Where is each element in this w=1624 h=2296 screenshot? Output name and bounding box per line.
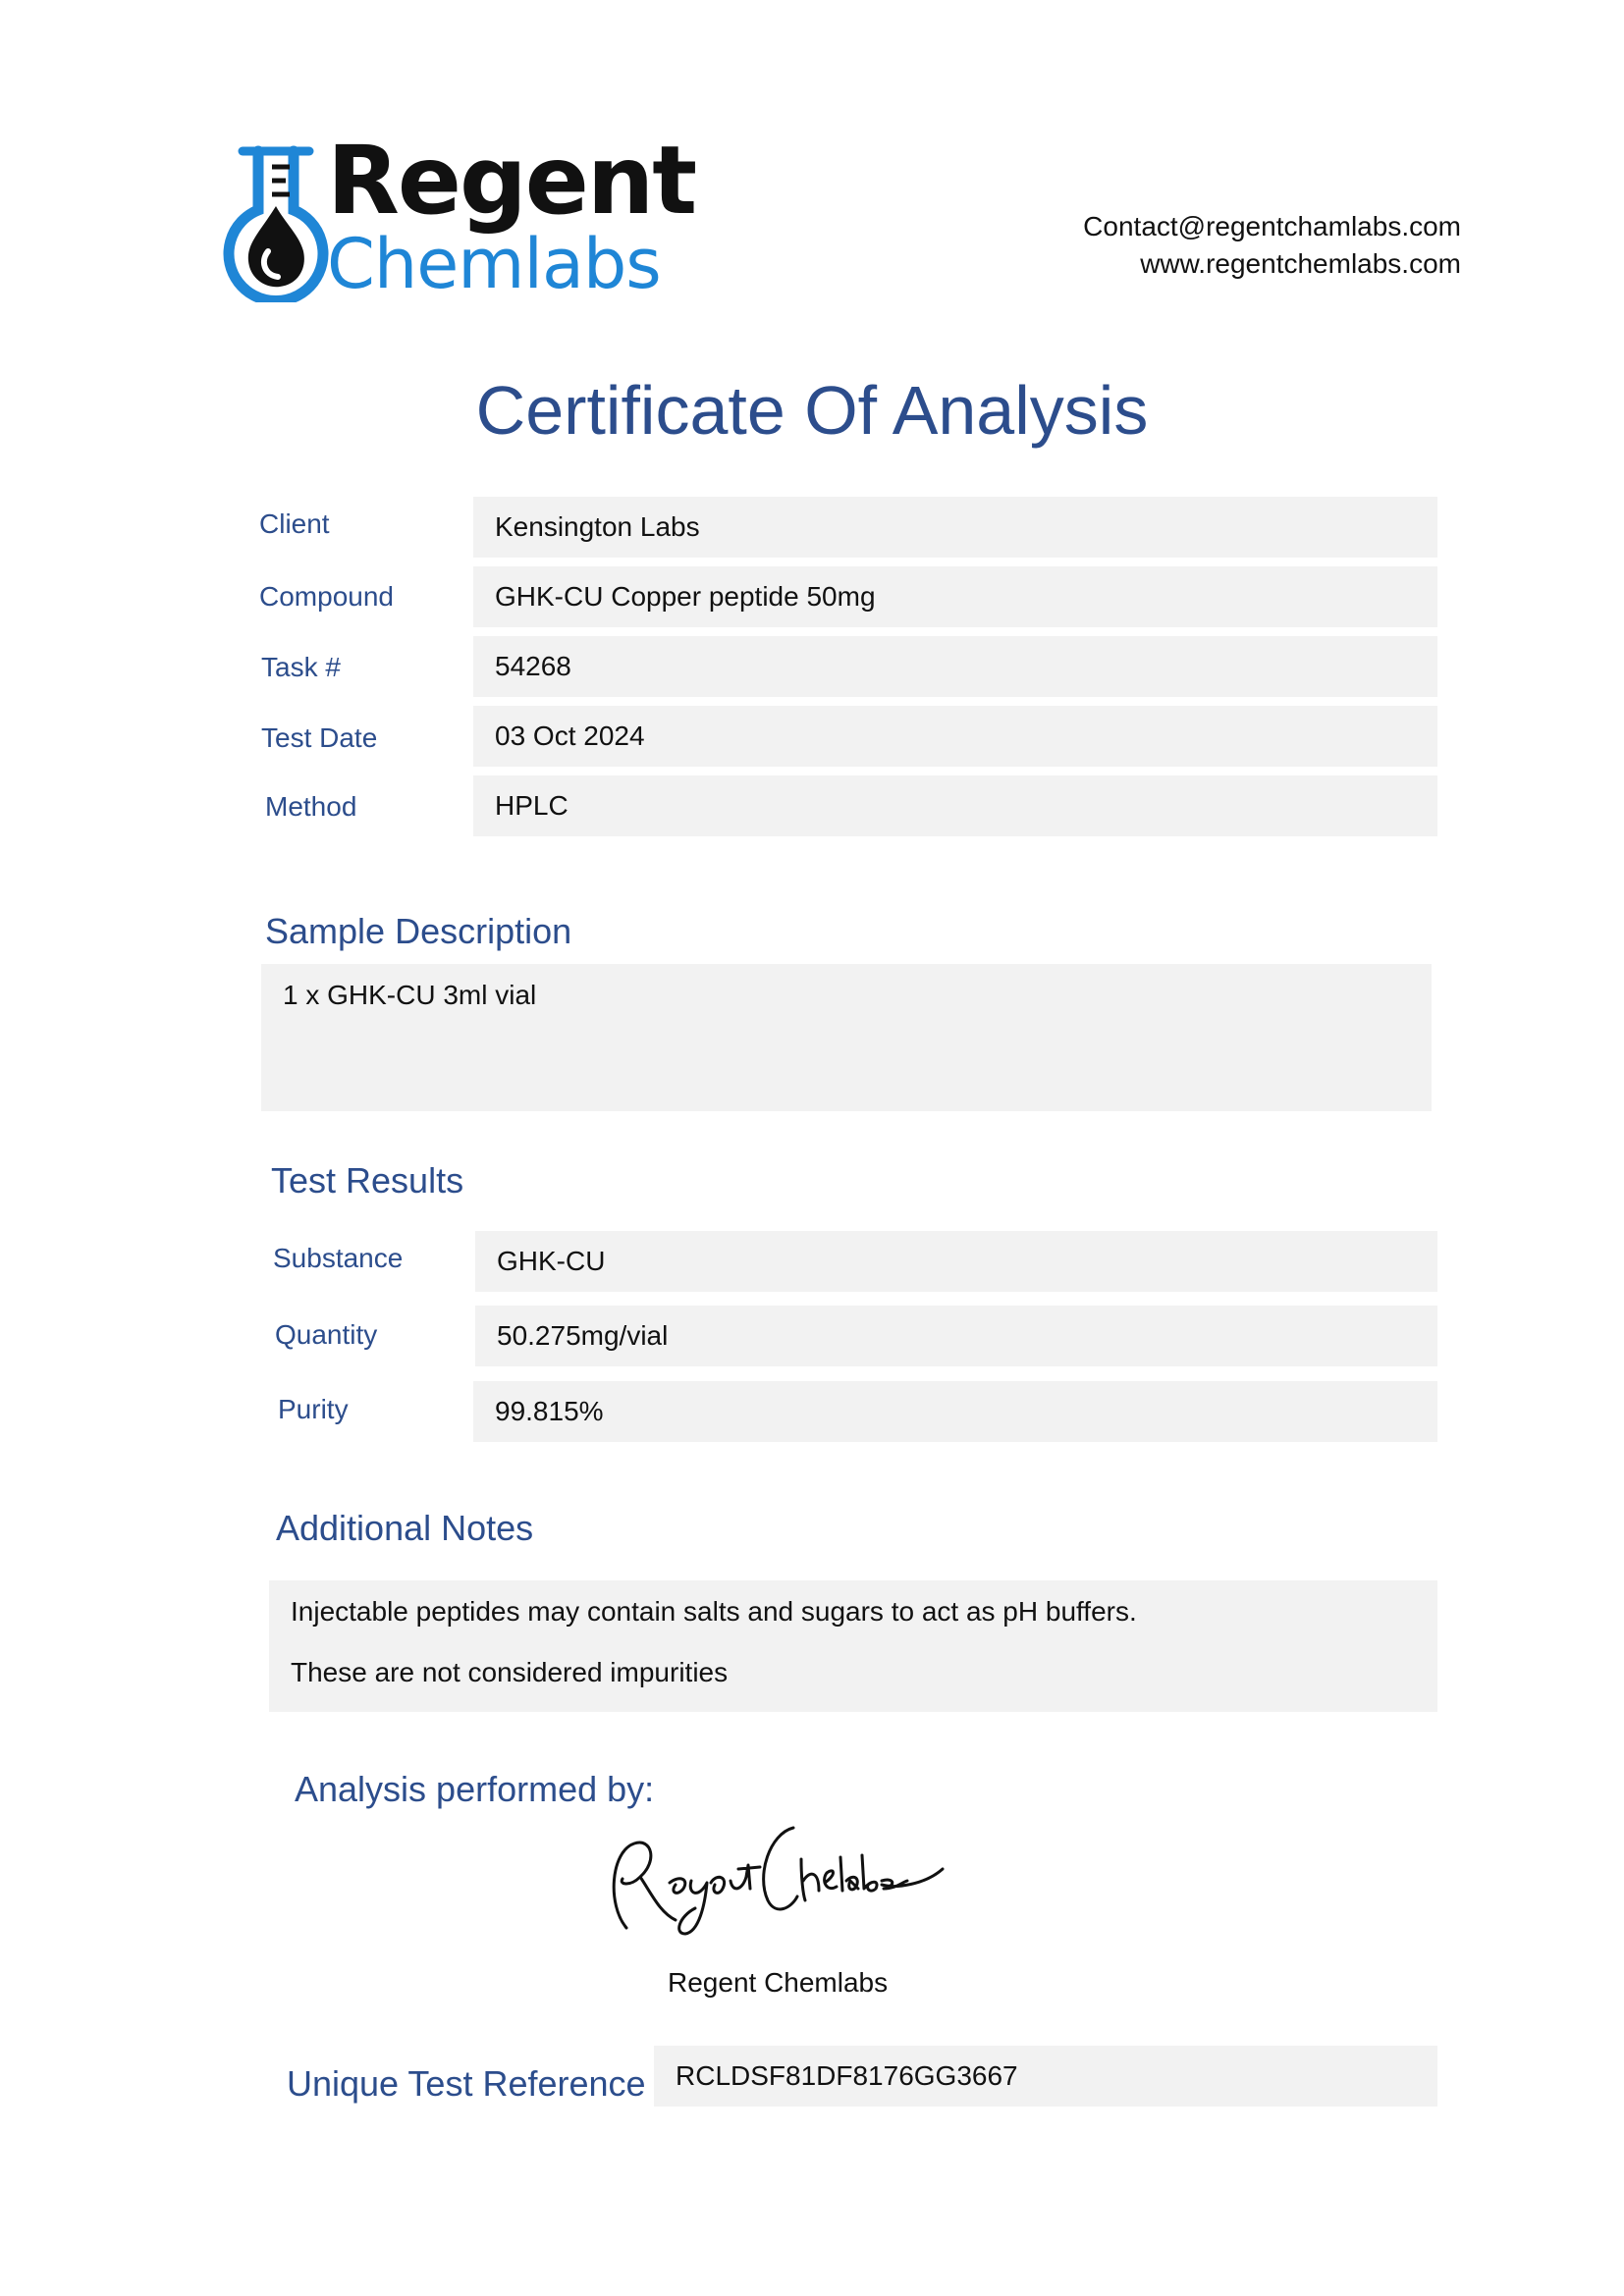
method-field: HPLC [473,775,1437,836]
logo-word-chemlabs: Chemlabs [327,224,661,304]
flask-icon [221,145,331,302]
unique-reference-field: RCLDSF81DF8176GG3667 [654,2046,1437,2107]
quantity-field: 50.275mg/vial [475,1306,1437,1366]
substance-label: Substance [273,1243,404,1273]
unique-reference-label: Unique Test Reference [287,2063,646,2104]
sample-description-heading: Sample Description [265,911,572,951]
additional-notes-heading: Additional Notes [276,1508,534,1548]
additional-notes-line-1: Injectable peptides may contain salts and sugars to act as pH buffers. [291,1596,1137,1627]
contact-email[interactable]: Contact@regentchamlabs.com [1083,211,1461,241]
client-label: Client [259,508,330,539]
purity-field: 99.815% [473,1381,1437,1442]
additional-notes-box [269,1580,1437,1712]
sample-description-text: 1 x GHK-CU 3ml vial [283,980,537,1010]
contact-block [1083,208,1461,283]
compound-label: Compound [259,581,394,612]
task-label: Task # [261,652,341,682]
logo-word-regent: Regent [327,126,696,236]
task-field: 54268 [473,636,1437,697]
method-label: Method [265,791,357,822]
signature-image [601,1810,954,1948]
logo [221,126,731,304]
substance-field: GHK-CU [475,1231,1437,1292]
analysis-performed-heading: Analysis performed by: [295,1769,655,1809]
additional-notes-line-2: These are not considered impurities [291,1657,729,1687]
test-date-field: 03 Oct 2024 [473,706,1437,767]
purity-label: Purity [278,1394,349,1424]
page-title: Certificate Of Analysis [475,372,1149,449]
signatory-name: Regent Chemlabs [668,1967,889,1998]
test-date-label: Test Date [261,722,378,753]
website-link[interactable]: www.regentchemlabs.com [1140,248,1461,279]
test-results-heading: Test Results [271,1160,464,1201]
sample-description-box [261,964,1432,1111]
client-field: Kensington Labs [473,497,1437,558]
compound-field: GHK-CU Copper peptide 50mg [473,566,1437,627]
quantity-label: Quantity [275,1319,378,1350]
